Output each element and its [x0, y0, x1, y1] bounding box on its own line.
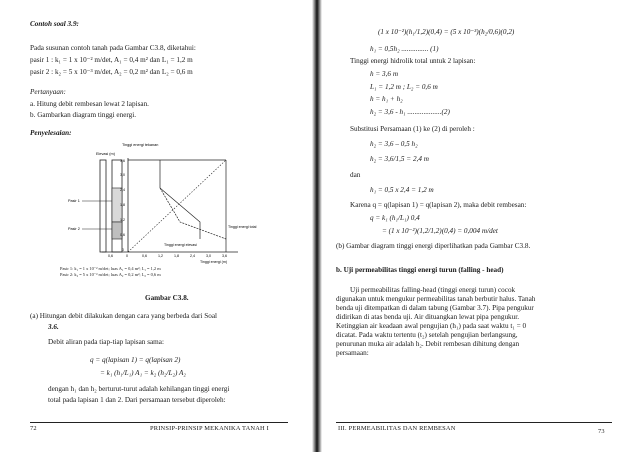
item-a-line1: (a) Hitungan debit dilakukan dengan cara yang berbeda dari Soal	[30, 312, 218, 320]
x-tick-1-8: 1,8	[174, 254, 179, 258]
para-line-3: benda uji ditempatkan di dalam tabung (Gambar 3.7). Pipa pengukur	[336, 304, 534, 312]
eq-L: L₁ = 1,2 m ; L₂ = 0,6 m	[370, 83, 438, 91]
eq-top: (1 x 10⁻²)(h₁/1,2)(0,4) = (5 x 10⁻³)(h₂/0,6)(0,2)	[378, 28, 515, 36]
label-datum: Elevasi (m)	[96, 152, 115, 156]
y-tick-2-4: 2,4	[120, 188, 125, 192]
para-line-2: digunakan untuk mengukur permeabilitas tanah berbutir halus. Tanah	[336, 295, 536, 303]
section-title: b. Uji permeabilitas tinggi energi turun (falling - head)	[336, 266, 504, 274]
example-title: Contoh soal 3.9:	[30, 20, 79, 28]
elevation-line	[128, 160, 226, 252]
x-tick-1-2: 1,2	[158, 254, 163, 258]
eq-h2a: h₂ = 3,6 – 0,5 h₂	[370, 140, 418, 148]
right-running-title: III. PERMEABILITAS DAN REMBESAN	[338, 425, 456, 432]
eq-h1b: h₁ = 0,5 x 2,4 = 1,2 m	[370, 186, 434, 194]
para-line-5: Ketinggian air keadaan awal pengujian (h₁) pada saat waktu t₁ = 0	[336, 322, 527, 330]
eq-h: h = 3,6 m	[370, 70, 399, 78]
questions-title: Pertanyaan:	[30, 88, 66, 96]
y-tick-3-0: 3,0	[120, 173, 125, 177]
standpipe-left	[100, 160, 106, 252]
debit-text: Debit aliran pada tiap-tiap lapisan sama:	[48, 338, 164, 346]
figure-note-1: Pasir 1: k₁ = 1 x 10⁻² m/det; luas A₁ = 0,4 m²; L₁ = 1,2 m	[60, 266, 161, 271]
energy-line-sand2	[160, 188, 226, 239]
eq-h1: h₁ = 0,5h₂ ............... (1)	[370, 45, 439, 53]
item-a-line2: 3.6.	[48, 323, 59, 331]
figure-c3-8	[60, 140, 270, 265]
left-page	[0, 0, 314, 452]
x-tick-neg-0-6: 0,6	[108, 254, 113, 258]
y-tick-1-8: 1,8	[120, 203, 125, 207]
and-text: dan	[350, 171, 361, 179]
x-tick-0: 0	[126, 254, 128, 258]
y-tick-0-6: 0,6	[120, 233, 125, 237]
x-tick-labels	[108, 254, 227, 258]
x-tick-2-4: 2,4	[190, 254, 195, 258]
y-tick-1-2: 1,2	[120, 218, 125, 222]
left-running-title: PRINSIP-PRINSIP MEKANIKA TANAH I	[150, 425, 269, 432]
section-paragraph	[336, 286, 616, 358]
eq-q2: = (1 x 10⁻²)(1,2/1,2)(0,4) = 0,004 m/det	[382, 227, 498, 235]
left-page-number: 72	[30, 425, 37, 432]
label-pressure: Tinggi energi elevasi	[164, 243, 197, 247]
solution-title: Penyelesaian:	[30, 129, 72, 137]
label-head-energy: Tinggi energi total	[228, 225, 257, 229]
y-tick-3-6: 3,6	[120, 159, 125, 163]
where-line1: dengan h₁ dan h₂ berturut-turut adalah kehilangan tinggi energi	[48, 385, 230, 393]
left-footer-rule	[30, 422, 288, 423]
question-b: b. Gambarkan diagram tinggi energi.	[30, 111, 137, 119]
where-line2: total pada lapisan 1 dan 2. Dari persamaan tersebut diperoleh:	[48, 396, 226, 404]
item-b: (b) Gambar diagram tinggi energi diperlihatkan pada Gambar C3.8.	[336, 242, 531, 250]
energy-line-sand1	[160, 188, 200, 239]
right-footer-rule	[336, 422, 612, 423]
layer1-text: pasir 1 : k₁ = 1 x 10⁻² m/det, A₁ = 0,4 m² dan L₁ = 1,2 m	[30, 56, 193, 64]
label-sand1: Pasir 1	[68, 199, 80, 203]
eq-q1: q = k₁ (h₁/L₁) 0,4	[370, 214, 420, 222]
x-tick-0-6: 0,6	[142, 254, 147, 258]
intro-text: Pada susunan contoh tanah pada Gambar C3.8, diketahui:	[30, 44, 196, 52]
layer2-text: pasir 2 : k₂ = 5 x 10⁻³ m/det, A₂ = 0,2 m² dan L₂ = 0,6 m	[30, 68, 193, 76]
subst-text: Substitusi Persamaan (1) ke (2) di peroleh :	[350, 125, 475, 133]
label-sand2: Pasir 2	[68, 227, 80, 231]
x-tick-3-6: 3,6	[222, 254, 227, 258]
label-total-head: Tinggi energi tekanan	[122, 143, 159, 147]
hydraulic-text: Tinggi energi hidrolik total untuk 2 lapisan:	[350, 57, 476, 65]
para-line-8: persamaan:	[336, 349, 369, 357]
x-tick-3-0: 3,0	[206, 254, 211, 258]
para-line-1: Uji permeabilitas falling-head (tinggi energi turun) cocok	[350, 286, 516, 294]
eq-h2b: h₂ = 3,6/1,5 = 2,4 m	[370, 155, 429, 163]
label-axis-x: Tinggi energi (m)	[200, 260, 228, 264]
since-text: Karena q = q(lapisan 1) = q(lapisan 2), maka debit rembesan:	[350, 201, 527, 209]
para-line-4: didirikan di atas benda uji. Air dituangkan lewat pipa pengukur.	[336, 313, 520, 321]
para-line-6: dicatat. Pada waktu tertentu (t₂) setelah pengujian berlangsung,	[336, 331, 518, 339]
eq-hsum: h = h₁ + h₂	[370, 95, 403, 103]
question-a: a. Hitung debit rembesan lewat 2 lapisan.	[30, 100, 149, 108]
equation-q: q = q(lapisan 1) = q(lapisan 2)	[90, 356, 181, 364]
equation-darcy: = k₁ (h₁/L₁) A₁ = k₂ (h₂/L₂) A₂	[100, 369, 186, 377]
y-tick-0: 0	[122, 248, 124, 252]
right-page-number: 73	[598, 428, 605, 435]
figure-note-2: Pasir 2: k₂ = 5 x 10⁻³ m/det; luas A₂ = 0,2 m²; L₂ = 0,6 m	[60, 272, 161, 277]
para-line-7: penurunan muka air adalah h₂. Debit rembesan dihitung dengan	[336, 340, 520, 348]
eq-h2: h₂ = 3,6 - h₁ ...................(2)	[370, 108, 450, 116]
figure-caption: Gambar C3.8.	[145, 294, 189, 302]
right-page	[320, 0, 638, 452]
